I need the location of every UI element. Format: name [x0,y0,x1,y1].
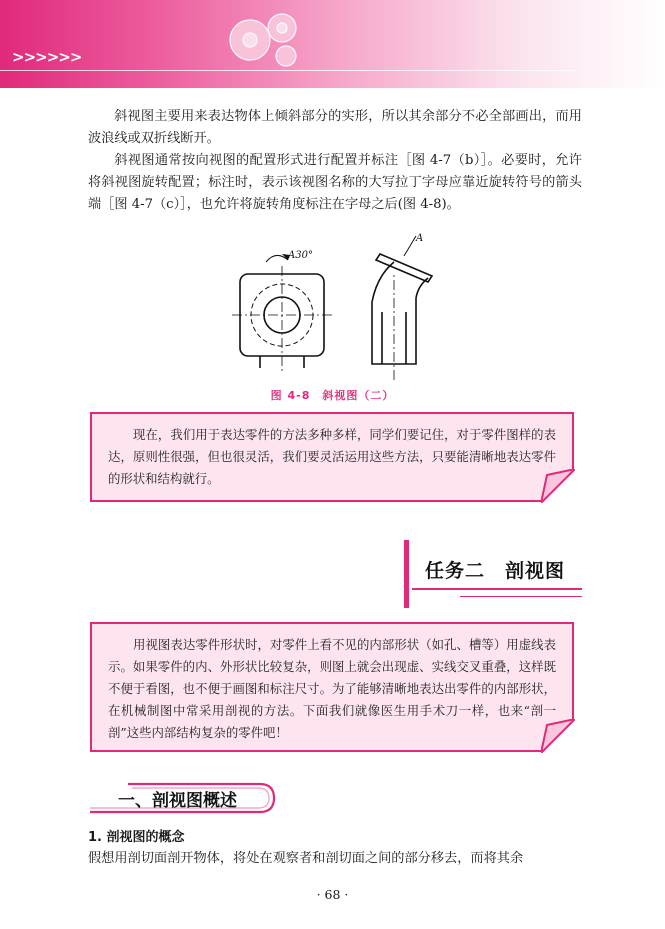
subsection-title: 1. 剖视图的概念 [88,830,185,845]
note-text: 现在，我们用于表达零件的方法多种多样，同学们要记住，对于零件图样的表达，原则性很强，但也很灵活，我们要灵活运用这些方法，只要能清晰地表达零件的形状和结构就行。 [108,427,556,486]
page-curl-icon [541,719,575,753]
figure-oblique-view-drawing [232,232,442,382]
section-title: 一、剖视图概述 [118,791,237,811]
figure-view-letter: A [416,233,424,244]
page-header-band [0,0,665,88]
figure-caption: 图 4-8 斜视图（二） [270,389,395,402]
header-rule [0,70,575,71]
page-number: · 68 · [316,887,349,902]
note-box-section-intro [90,622,574,752]
page-curl-icon [541,469,575,503]
task-title: 任务二 剖视图 [425,560,566,582]
task-underline [412,588,582,590]
header-chevrons: >>>>>> [12,48,82,66]
paragraph-oblique-view-purpose: 斜视图主要用来表达物体上倾斜部分的实形，所以其余部分不必全部画出，而用波浪线或双折线断开。 [88,109,582,146]
figure-rotation-label: A30° [288,250,313,261]
gears-icon [220,6,310,70]
paragraph-oblique-view-placement: 斜视图通常按向视图的配置形式进行配置并标注［图 4-7（b）］。必要时，允许将斜视图旋转配置；标注时，表示该视图名称的大写拉丁字母应靠近旋转符号的箭头端［图 4-7（c）］，也允许将旋转角度标注在字母之后(图 4-8)。 [88,153,582,212]
note-box-flexibility [90,412,574,502]
note-text: 用视图表达零件形状时，对零件上看不见的内部形状（如孔、槽等）用虚线表示。如果零件的内、外形状比较复杂，则图上就会出现虚、实线交叉重叠，这样既不便于看图，也不便于画图和标注尺寸。为了能够清晰地表达出零件的内部形状，在机械制图中常采用剖视的方法。下面我们就像医生用手术刀一样，也来“剖一剖”这些内部结构复杂的零件吧！ [108,637,556,740]
task-underline-secondary [460,596,582,597]
task-heading-bar [404,540,409,608]
paragraph-section-concept: 假想用剖切面剖开物体，将处在观察者和剖切面之间的部分移去，而将其余 [88,851,524,866]
